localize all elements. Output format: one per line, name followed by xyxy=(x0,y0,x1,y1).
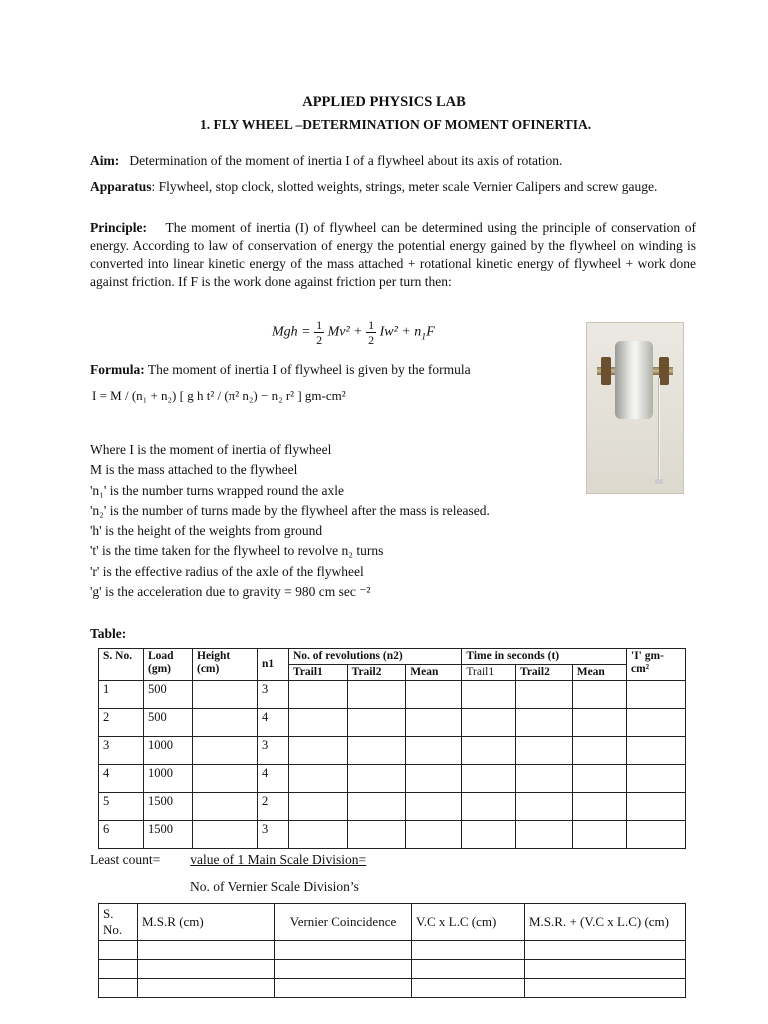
definition-item: 'n₂' is the number of turns made by the flywheel after the mass is released. xyxy=(90,502,490,518)
cell-empty xyxy=(406,821,462,849)
header-rev-trail2: Trail2 xyxy=(347,665,406,681)
least-count-label: Least count= xyxy=(90,852,161,867)
inertia-formula-unit: gm-cm² xyxy=(304,388,346,403)
header-n1: n1 xyxy=(258,649,289,681)
cell-sno: 6 xyxy=(99,821,144,849)
definition-item: 't' is the time taken for the flywheel to revolve n₂ turns xyxy=(90,543,384,559)
flywheel-disc-shape xyxy=(615,341,653,419)
apparatus-label: Apparatus xyxy=(90,179,152,194)
cell-sno: 3 xyxy=(99,737,144,765)
cell-empty xyxy=(462,821,516,849)
definition-item: M is the mass attached to the flywheel xyxy=(90,462,298,478)
cell-empty xyxy=(627,793,686,821)
cell-empty xyxy=(462,681,516,709)
definition-item: Where I is the moment of inertia of flywheel xyxy=(90,442,332,457)
header-load: Load (gm) xyxy=(144,649,193,681)
flywheel-photo xyxy=(586,322,684,494)
cell-empty xyxy=(516,821,573,849)
cell-empty xyxy=(406,681,462,709)
cell-empty xyxy=(572,765,626,793)
header-rev-mean: Mean xyxy=(406,665,462,681)
header-rev-trail1: Trail1 xyxy=(289,665,348,681)
cell-height xyxy=(193,821,258,849)
equation-subscript: 1 xyxy=(421,331,427,343)
cell-empty xyxy=(572,737,626,765)
aim-label: Aim: xyxy=(90,153,120,168)
definition-item: 'n₁' is the number turns wrapped round the axle xyxy=(90,482,345,498)
vernier-header-sno: S. No. xyxy=(99,904,138,941)
cell-sno: 2 xyxy=(99,709,144,737)
cell-empty xyxy=(627,765,686,793)
cell-height xyxy=(193,765,258,793)
right-bracket-shape xyxy=(659,357,669,385)
cell-empty xyxy=(462,793,516,821)
vernier-header-msr: M.S.R (cm) xyxy=(138,904,275,941)
cell-empty xyxy=(99,941,138,960)
cell-empty xyxy=(516,737,573,765)
cell-load: 1000 xyxy=(144,765,193,793)
header-inertia: 'I' gm-cm² xyxy=(627,649,686,681)
vernier-table xyxy=(98,903,686,998)
cell-empty xyxy=(516,709,573,737)
cell-empty xyxy=(138,960,275,979)
cell-empty xyxy=(412,941,525,960)
cell-empty xyxy=(347,793,406,821)
cell-empty xyxy=(347,765,406,793)
cell-sno: 5 xyxy=(99,793,144,821)
cell-sno: 1 xyxy=(99,681,144,709)
inertia-formula-expression: I = M / (n₁ + n₂) [ g h t² / (π² n₂) − n₂ r² ] xyxy=(92,388,302,403)
hanging-weight-shape xyxy=(655,479,663,484)
table-row xyxy=(99,793,686,821)
header-time-trail1: Trail1 xyxy=(462,665,516,681)
left-bracket-shape xyxy=(601,357,611,385)
cell-empty xyxy=(289,709,348,737)
cell-n1: 3 xyxy=(258,681,289,709)
header-sno: S. No. xyxy=(99,649,144,681)
formula-label: Formula: xyxy=(90,362,145,377)
cell-n1: 2 xyxy=(258,793,289,821)
inertia-formula xyxy=(92,388,346,404)
energy-equation xyxy=(272,318,435,347)
least-count-denominator: No. of Vernier Scale Division’s xyxy=(190,879,359,894)
cell-load: 500 xyxy=(144,681,193,709)
cell-n1: 3 xyxy=(258,737,289,765)
aim-paragraph xyxy=(90,152,696,170)
cell-load: 500 xyxy=(144,709,193,737)
cell-empty xyxy=(525,941,686,960)
equation-kinetic-term: Mv² + xyxy=(327,324,363,340)
cell-empty xyxy=(138,941,275,960)
equation-rotational-term: Iw² + n xyxy=(379,324,422,340)
cell-empty xyxy=(572,793,626,821)
principle-paragraph xyxy=(90,219,696,291)
cell-empty xyxy=(627,821,686,849)
table-row xyxy=(99,979,686,998)
table-row xyxy=(99,821,686,849)
cell-empty xyxy=(99,960,138,979)
cell-empty xyxy=(572,709,626,737)
least-count-numerator: value of 1 Main Scale Division= xyxy=(190,852,367,867)
cell-empty xyxy=(289,821,348,849)
apparatus-text: : Flywheel, stop clock, slotted weights, strings, meter scale Vernier Calipers and screw gauge. xyxy=(151,179,658,194)
cell-empty xyxy=(406,709,462,737)
cell-empty xyxy=(627,681,686,709)
aim-text: Determination of the moment of inertia I of a flywheel about its axis of rotation. xyxy=(129,153,563,168)
cell-empty xyxy=(462,737,516,765)
cell-empty xyxy=(412,960,525,979)
cell-load: 1000 xyxy=(144,737,193,765)
cell-empty xyxy=(289,793,348,821)
cell-empty xyxy=(406,737,462,765)
cell-empty xyxy=(275,979,412,998)
table-row xyxy=(99,709,686,737)
cell-empty xyxy=(347,737,406,765)
cell-empty xyxy=(516,765,573,793)
principle-label: Principle: xyxy=(90,220,147,235)
cell-height xyxy=(193,709,258,737)
cell-n1: 4 xyxy=(258,765,289,793)
cell-empty xyxy=(516,793,573,821)
cell-empty xyxy=(627,709,686,737)
formula-text: The moment of inertia I of flywheel is given by the formula xyxy=(147,362,471,377)
cell-height xyxy=(193,737,258,765)
equation-friction-term: F xyxy=(426,324,435,340)
cell-empty xyxy=(516,681,573,709)
table-row xyxy=(99,960,686,979)
cell-empty xyxy=(572,681,626,709)
cell-n1: 4 xyxy=(258,709,289,737)
table-row xyxy=(99,765,686,793)
cell-height xyxy=(193,793,258,821)
half-fraction-1: $\frac{1}{2}$ xyxy=(316,318,323,347)
cell-empty xyxy=(572,821,626,849)
cell-empty xyxy=(99,979,138,998)
cell-empty xyxy=(627,737,686,765)
header-height: Height (cm) xyxy=(193,649,258,681)
cell-empty xyxy=(412,979,525,998)
apparatus-paragraph xyxy=(90,178,696,196)
definitions-list xyxy=(90,440,490,602)
header-time-mean: Mean xyxy=(572,665,626,681)
principle-text: The moment of inertia (I) of flywheel can be determined using the principle of conservation of energy. According to law of conservation of energy the potential energy gained by the flywheel on winding is converted into linear kinetic energy of the mass attached + rotational kinetic energy of flywheel + work done against friction. If F is the work done against friction per turn then: xyxy=(90,220,696,289)
cell-empty xyxy=(462,765,516,793)
cell-empty xyxy=(275,960,412,979)
observation-table xyxy=(98,648,686,849)
experiment-title: 1. FLY WHEEL –DETERMINATION OF MOMENT OFINERTIA. xyxy=(200,117,592,132)
cell-empty xyxy=(275,941,412,960)
cell-load: 1500 xyxy=(144,821,193,849)
header-time: Time in seconds (t) xyxy=(462,649,627,665)
definition-item: 'r' is the effective radius of the axle of the flywheel xyxy=(90,563,364,579)
cell-empty xyxy=(406,765,462,793)
cell-empty xyxy=(462,709,516,737)
cell-load: 1500 xyxy=(144,793,193,821)
page-title: APPLIED PHYSICS LAB xyxy=(302,94,466,110)
string-shape xyxy=(658,378,660,483)
cell-sno: 4 xyxy=(99,765,144,793)
cell-height xyxy=(193,681,258,709)
equation-lhs: Mgh = xyxy=(272,324,311,340)
cell-empty xyxy=(525,979,686,998)
cell-empty xyxy=(138,979,275,998)
header-revolutions: No. of revolutions (n2) xyxy=(289,649,462,665)
cell-empty xyxy=(289,681,348,709)
formula-paragraph xyxy=(90,361,570,379)
cell-n1: 3 xyxy=(258,821,289,849)
table-row xyxy=(99,681,686,709)
definition-item: 'h' is the height of the weights from ground xyxy=(90,523,323,539)
vernier-header-total: M.S.R. + (V.C x L.C) (cm) xyxy=(525,904,686,941)
half-fraction-2: $\frac{1}{2}$ xyxy=(368,318,375,347)
header-time-trail2: Trail2 xyxy=(516,665,573,681)
cell-empty xyxy=(406,793,462,821)
vernier-header-vclc: V.C x L.C (cm) xyxy=(412,904,525,941)
definition-item: 'g' is the acceleration due to gravity = 980 cm sec ⁻² xyxy=(90,584,371,600)
least-count-line xyxy=(90,852,366,868)
table-label: Table: xyxy=(90,626,127,641)
cell-empty xyxy=(347,709,406,737)
cell-empty xyxy=(525,960,686,979)
cell-empty xyxy=(347,681,406,709)
table-row xyxy=(99,737,686,765)
table-row xyxy=(99,941,686,960)
cell-empty xyxy=(289,765,348,793)
cell-empty xyxy=(289,737,348,765)
cell-empty xyxy=(347,821,406,849)
vernier-header-coincidence: Vernier Coincidence xyxy=(275,904,412,941)
